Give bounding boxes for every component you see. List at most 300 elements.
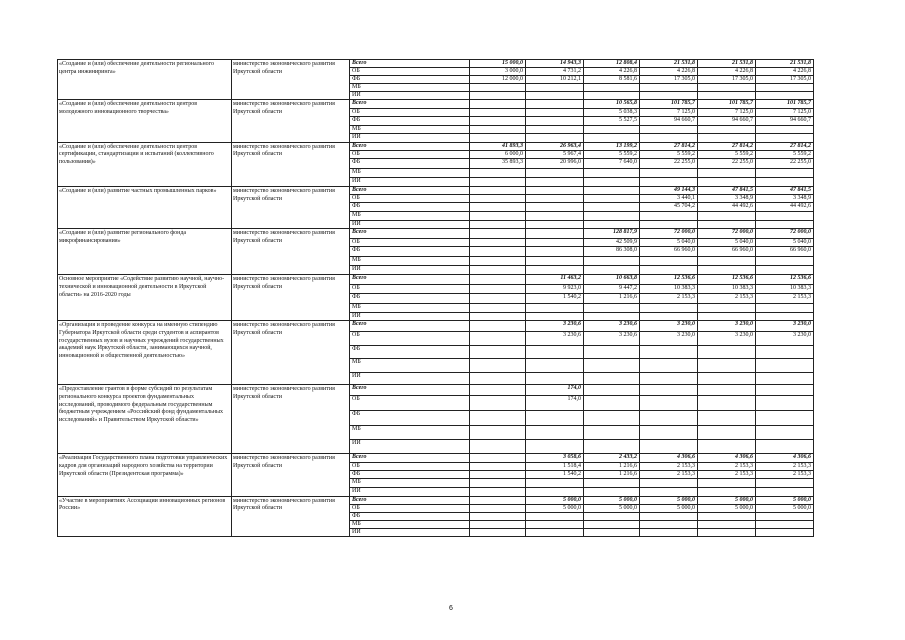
table-row (58, 385, 814, 396)
amount-cell: 1 216,6 (584, 470, 640, 478)
amount-cell (640, 304, 698, 313)
amount-cell (526, 92, 584, 100)
table-row (58, 321, 814, 332)
amount-cell (470, 92, 526, 100)
amount-cell: 3 230,6 (526, 321, 584, 332)
amount-cell (640, 359, 698, 373)
amount-cell: 2 153,3 (640, 470, 698, 478)
amount-cell (470, 203, 526, 212)
amount-cell (526, 304, 584, 313)
amount-cell (470, 229, 526, 239)
amount-cell: 1 540,2 (526, 470, 584, 478)
amount-cell: 5 038,3 (584, 108, 640, 116)
funding-source: ИИ (350, 313, 470, 321)
amount-cell (756, 177, 814, 186)
amount-cell (470, 346, 526, 359)
funding-source: ФБ (350, 116, 470, 125)
funding-source: ИИ (350, 221, 470, 229)
amount-cell: 10 663,8 (584, 275, 640, 285)
amount-cell (584, 359, 640, 373)
amount-cell (756, 133, 814, 142)
responsible-executor: министерство экономического развития Иркутской области (232, 275, 350, 321)
amount-cell: 5 559,2 (698, 150, 756, 158)
activity-name: «Создание и (или) обеспечение деятельности центров молодежного инновационного творчества» (58, 100, 232, 142)
funding-source: ФБ (350, 76, 470, 84)
funding-source: ФБ (350, 158, 470, 168)
amount-cell: 22 255,0 (756, 158, 814, 168)
amount-cell (756, 359, 814, 373)
amount-cell: 10 565,8 (584, 100, 640, 108)
funding-source: ИИ (350, 373, 470, 385)
funding-source: Всего (350, 385, 470, 396)
responsible-executor: министерство экономического развития Иркутской области (232, 385, 350, 454)
funding-source: ИИ (350, 92, 470, 100)
funding-source: ИИ (350, 133, 470, 142)
funding-source: МБ (350, 304, 470, 313)
funding-source: ФБ (350, 294, 470, 304)
amount-cell (698, 221, 756, 229)
amount-cell: 26 963,4 (526, 142, 584, 150)
amount-cell: 2 153,3 (756, 294, 814, 304)
amount-cell (640, 84, 698, 92)
amount-cell: 7 125,0 (698, 108, 756, 116)
amount-cell (756, 529, 814, 537)
amount-cell: 72 000,0 (756, 229, 814, 239)
amount-cell: 11 463,2 (526, 275, 584, 285)
amount-cell (584, 133, 640, 142)
funding-source: Всего (350, 321, 470, 332)
amount-cell: 3 230,0 (698, 332, 756, 346)
amount-cell (526, 125, 584, 133)
amount-cell (470, 177, 526, 186)
funding-source: ОБ (350, 108, 470, 116)
amount-cell: 12 536,6 (640, 275, 698, 285)
activity-name: «Реализация Государственного плана подготовки управленческих кадров для организаций народного хозяйства на территории Иркутской области (Президентская программа)» (58, 454, 232, 496)
funding-source: ОБ (350, 68, 470, 76)
amount-cell: 7 640,0 (584, 158, 640, 168)
page-number: 6 (449, 605, 453, 612)
funding-source: Всего (350, 186, 470, 194)
amount-cell: 3 230,0 (640, 332, 698, 346)
funding-source: МБ (350, 257, 470, 266)
amount-cell (756, 346, 814, 359)
amount-cell: 12 808,4 (584, 60, 640, 68)
amount-cell (640, 426, 698, 440)
amount-cell (526, 221, 584, 229)
amount-cell (756, 512, 814, 520)
amount-cell: 3 348,9 (698, 195, 756, 203)
activity-name: «Предоставление грантов в форме субсидий по результатам регионального конкурса проектов фундаментальных исследований, проводимого федеральным государственным бюджетным учреждением «Российский фонд фундаментальных исследований» и Правительством Иркутской области» (58, 385, 232, 454)
amount-cell (584, 313, 640, 321)
amount-cell (698, 84, 756, 92)
budget-table (57, 59, 814, 537)
amount-cell (640, 168, 698, 177)
table-row (58, 496, 814, 504)
responsible-executor: министерство экономического развития Иркутской области (232, 100, 350, 142)
amount-cell (470, 168, 526, 177)
amount-cell: 13 199,2 (584, 142, 640, 150)
amount-cell: 94 660,7 (640, 116, 698, 125)
funding-source: ИИ (350, 177, 470, 186)
amount-cell (526, 177, 584, 186)
amount-cell: 5 000,0 (584, 504, 640, 512)
amount-cell (470, 496, 526, 504)
amount-cell (470, 313, 526, 321)
amount-cell (584, 203, 640, 212)
funding-source: ФБ (350, 346, 470, 359)
amount-cell (584, 257, 640, 266)
amount-cell (698, 512, 756, 520)
amount-cell (470, 239, 526, 247)
funding-source: ОБ (350, 332, 470, 346)
funding-source: МБ (350, 84, 470, 92)
activity-name: «Участие в мероприятиях Ассоциации инновационных регионов России» (58, 496, 232, 536)
amount-cell: 3 058,6 (526, 454, 584, 462)
amount-cell: 2 153,3 (756, 470, 814, 478)
amount-cell (470, 247, 526, 257)
amount-cell (640, 266, 698, 275)
amount-cell (470, 266, 526, 275)
amount-cell (756, 266, 814, 275)
funding-source: Всего (350, 454, 470, 462)
amount-cell (526, 359, 584, 373)
amount-cell (640, 487, 698, 496)
amount-cell: 2 153,3 (698, 294, 756, 304)
amount-cell (584, 396, 640, 411)
amount-cell (698, 411, 756, 426)
amount-cell (470, 440, 526, 454)
amount-cell: 10 383,3 (640, 285, 698, 294)
amount-cell: 86 308,0 (584, 247, 640, 257)
amount-cell (470, 100, 526, 108)
amount-cell (470, 411, 526, 426)
amount-cell (470, 285, 526, 294)
funding-source: ФБ (350, 411, 470, 426)
amount-cell: 2 153,3 (698, 462, 756, 470)
amount-cell (698, 257, 756, 266)
amount-cell: 7 125,0 (756, 108, 814, 116)
amount-cell (470, 332, 526, 346)
amount-cell (756, 221, 814, 229)
amount-cell: 3 348,9 (756, 195, 814, 203)
amount-cell: 4 226,8 (640, 68, 698, 76)
amount-cell (526, 512, 584, 520)
funding-source: Всего (350, 100, 470, 108)
amount-cell: 49 144,3 (640, 186, 698, 194)
amount-cell: 1 540,2 (526, 294, 584, 304)
amount-cell (470, 304, 526, 313)
amount-cell (584, 426, 640, 440)
table-row (58, 60, 814, 68)
amount-cell (470, 321, 526, 332)
amount-cell (470, 462, 526, 470)
amount-cell (698, 487, 756, 496)
table-row (58, 275, 814, 285)
amount-cell (756, 313, 814, 321)
amount-cell: 44 492,6 (698, 203, 756, 212)
amount-cell: 1 216,6 (584, 462, 640, 470)
amount-cell: 5 000,0 (640, 504, 698, 512)
amount-cell (584, 411, 640, 426)
amount-cell: 10 383,3 (756, 285, 814, 294)
funding-source: Всего (350, 142, 470, 150)
amount-cell (526, 411, 584, 426)
amount-cell (470, 275, 526, 285)
table-row (58, 100, 814, 108)
funding-source: ИИ (350, 266, 470, 275)
funding-source: ФБ (350, 470, 470, 478)
amount-cell: 174,0 (526, 385, 584, 396)
amount-cell: 4 226,8 (698, 68, 756, 76)
amount-cell: 5 000,0 (756, 496, 814, 504)
amount-cell: 8 581,6 (584, 76, 640, 84)
funding-source: Всего (350, 496, 470, 504)
amount-cell (584, 168, 640, 177)
amount-cell: 17 305,0 (698, 76, 756, 84)
amount-cell (526, 529, 584, 537)
amount-cell (470, 133, 526, 142)
amount-cell (584, 440, 640, 454)
amount-cell (526, 229, 584, 239)
amount-cell: 7 125,0 (640, 108, 698, 116)
funding-source: ОБ (350, 285, 470, 294)
amount-cell (584, 520, 640, 528)
amount-cell: 2 153,3 (698, 470, 756, 478)
amount-cell (584, 195, 640, 203)
amount-cell: 1 518,4 (526, 462, 584, 470)
funding-source: ФБ (350, 512, 470, 520)
amount-cell (526, 133, 584, 142)
amount-cell (526, 116, 584, 125)
amount-cell (470, 84, 526, 92)
amount-cell (756, 125, 814, 133)
amount-cell: 101 785,7 (756, 100, 814, 108)
funding-source: ИИ (350, 487, 470, 496)
amount-cell: 94 660,7 (756, 116, 814, 125)
funding-source: ОБ (350, 195, 470, 203)
amount-cell (698, 373, 756, 385)
amount-cell (640, 385, 698, 396)
responsible-executor: министерство экономического развития Иркутской области (232, 60, 350, 100)
amount-cell (584, 478, 640, 487)
funding-source: ОБ (350, 150, 470, 158)
amount-cell (526, 168, 584, 177)
amount-cell: 4 306,6 (640, 454, 698, 462)
amount-cell: 5 559,2 (584, 150, 640, 158)
amount-cell (640, 221, 698, 229)
funding-source: Всего (350, 229, 470, 239)
amount-cell (526, 195, 584, 203)
amount-cell: 21 531,8 (756, 60, 814, 68)
amount-cell (698, 133, 756, 142)
amount-cell (470, 520, 526, 528)
amount-cell (756, 373, 814, 385)
amount-cell (584, 92, 640, 100)
amount-cell (640, 346, 698, 359)
activity-name: Основное мероприятие «Содействие развитию научной, научно-технической и инновационной деятельности в Иркутской области» на 2016-2020 годы (58, 275, 232, 321)
amount-cell (756, 520, 814, 528)
table-row (58, 454, 814, 462)
amount-cell: 3 230,6 (526, 332, 584, 346)
amount-cell: 5 527,5 (584, 116, 640, 125)
amount-cell: 3 230,6 (584, 321, 640, 332)
amount-cell: 5 040,0 (640, 239, 698, 247)
amount-cell (640, 512, 698, 520)
amount-cell (640, 520, 698, 528)
amount-cell: 27 814,2 (756, 142, 814, 150)
amount-cell: 101 785,7 (640, 100, 698, 108)
amount-cell: 5 000,0 (698, 496, 756, 504)
amount-cell (698, 266, 756, 275)
funding-source: МБ (350, 426, 470, 440)
amount-cell (756, 168, 814, 177)
amount-cell (640, 257, 698, 266)
funding-source: ОБ (350, 239, 470, 247)
amount-cell: 72 000,0 (640, 229, 698, 239)
funding-source: МБ (350, 520, 470, 528)
amount-cell: 2 153,3 (640, 294, 698, 304)
amount-cell: 66 960,0 (698, 247, 756, 257)
responsible-executor: министерство экономического развития Иркутской области (232, 321, 350, 385)
amount-cell: 3 230,0 (698, 321, 756, 332)
amount-cell: 128 817,9 (584, 229, 640, 239)
funding-source: ОБ (350, 396, 470, 411)
amount-cell (470, 125, 526, 133)
amount-cell (470, 487, 526, 496)
funding-source: ИИ (350, 440, 470, 454)
amount-cell (698, 125, 756, 133)
amount-cell (640, 411, 698, 426)
amount-cell (698, 212, 756, 221)
responsible-executor: министерство экономического развития Иркутской области (232, 496, 350, 536)
amount-cell (584, 177, 640, 186)
amount-cell (526, 373, 584, 385)
amount-cell (526, 426, 584, 440)
amount-cell (640, 373, 698, 385)
amount-cell: 12 000,0 (470, 76, 526, 84)
amount-cell: 12 536,6 (756, 275, 814, 285)
responsible-executor: министерство экономического развития Иркутской области (232, 229, 350, 275)
amount-cell (640, 478, 698, 487)
amount-cell (640, 396, 698, 411)
responsible-executor: министерство экономического развития Иркутской области (232, 454, 350, 496)
table-row (58, 229, 814, 239)
amount-cell (698, 304, 756, 313)
responsible-executor: министерство экономического развития Иркутской области (232, 142, 350, 186)
amount-cell: 101 785,7 (698, 100, 756, 108)
amount-cell (584, 186, 640, 194)
amount-cell: 20 996,0 (526, 158, 584, 168)
amount-cell: 45 704,2 (640, 203, 698, 212)
amount-cell: 44 492,6 (756, 203, 814, 212)
amount-cell: 17 305,0 (756, 76, 814, 84)
activity-name: «Создание и (или) обеспечение деятельности центров сертификации, стандартизации и испытаний (коллективного пользования)» (58, 142, 232, 186)
amount-cell (470, 116, 526, 125)
amount-cell: 5 040,0 (698, 239, 756, 247)
amount-cell (756, 487, 814, 496)
funding-source: МБ (350, 359, 470, 373)
amount-cell: 5 000,0 (698, 504, 756, 512)
amount-cell (698, 478, 756, 487)
activity-name: «Создание и (или) развитие частных промышленных парков» (58, 186, 232, 228)
amount-cell: 42 509,9 (584, 239, 640, 247)
amount-cell (698, 177, 756, 186)
amount-cell: 27 814,2 (698, 142, 756, 150)
amount-cell: 94 660,7 (698, 116, 756, 125)
amount-cell (640, 313, 698, 321)
amount-cell: 2 433,2 (584, 454, 640, 462)
amount-cell (584, 212, 640, 221)
funding-source: ОБ (350, 504, 470, 512)
amount-cell (526, 313, 584, 321)
amount-cell (470, 373, 526, 385)
amount-cell (526, 247, 584, 257)
amount-cell (698, 529, 756, 537)
amount-cell (526, 239, 584, 247)
amount-cell: 72 000,0 (698, 229, 756, 239)
amount-cell (698, 346, 756, 359)
amount-cell: 12 536,6 (698, 275, 756, 285)
amount-cell: 10 212,1 (526, 76, 584, 84)
amount-cell (526, 487, 584, 496)
amount-cell: 4 731,2 (526, 68, 584, 76)
amount-cell (756, 426, 814, 440)
amount-cell (584, 512, 640, 520)
amount-cell (756, 411, 814, 426)
amount-cell (584, 125, 640, 133)
amount-cell (470, 108, 526, 116)
amount-cell: 22 255,0 (698, 158, 756, 168)
funding-source: Всего (350, 275, 470, 285)
amount-cell: 47 841,5 (698, 186, 756, 194)
amount-cell (470, 426, 526, 440)
amount-cell (470, 512, 526, 520)
activity-name: «Организация и проведение конкурса на именную стипендию Губернатора Иркутской области среди студентов и аспирантов государственных вузов и научных учреждений государственных академий наук Иркутской области, занимающихся научной, инновационной и общественной деятельностью» (58, 321, 232, 385)
amount-cell (526, 212, 584, 221)
amount-cell (640, 92, 698, 100)
amount-cell: 21 531,8 (698, 60, 756, 68)
amount-cell (526, 100, 584, 108)
amount-cell: 15 000,0 (470, 60, 526, 68)
amount-cell: 47 841,5 (756, 186, 814, 194)
activity-name: «Создание и (или) обеспечение деятельности регионального центра инжиниринга» (58, 60, 232, 100)
amount-cell: 3 230,6 (584, 332, 640, 346)
amount-cell (698, 426, 756, 440)
amount-cell: 3 440,1 (640, 195, 698, 203)
amount-cell (698, 440, 756, 454)
amount-cell: 4 226,8 (756, 68, 814, 76)
amount-cell: 66 960,0 (640, 247, 698, 257)
amount-cell (640, 212, 698, 221)
amount-cell: 4 306,6 (756, 454, 814, 462)
amount-cell (584, 221, 640, 229)
amount-cell: 6 000,0 (470, 150, 526, 158)
funding-source: ИИ (350, 529, 470, 537)
amount-cell (526, 257, 584, 266)
amount-cell (584, 304, 640, 313)
amount-cell (756, 440, 814, 454)
amount-cell (584, 385, 640, 396)
amount-cell (470, 294, 526, 304)
amount-cell (584, 487, 640, 496)
amount-cell (526, 186, 584, 194)
amount-cell (640, 125, 698, 133)
amount-cell (470, 478, 526, 487)
amount-cell (526, 520, 584, 528)
funding-source: ФБ (350, 203, 470, 212)
funding-source: ОБ (350, 462, 470, 470)
amount-cell (526, 346, 584, 359)
